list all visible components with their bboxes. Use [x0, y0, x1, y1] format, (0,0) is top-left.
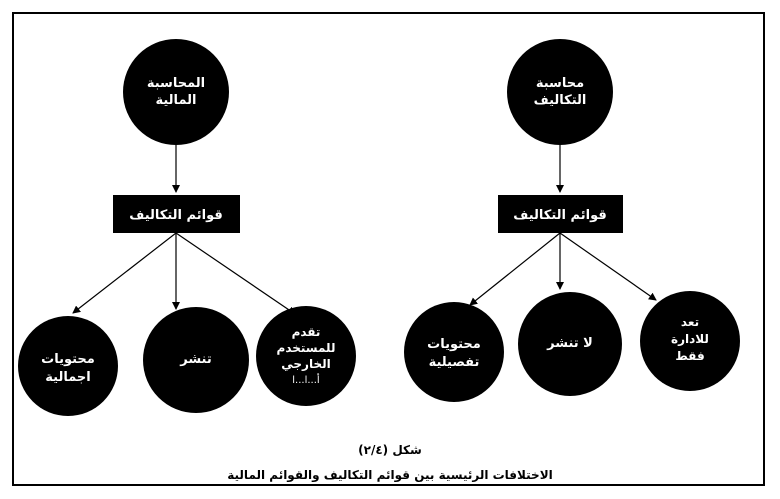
left-child-3 — [256, 306, 356, 406]
right-top-circle-line2: التكاليف — [533, 93, 587, 108]
right-child-1 — [404, 302, 504, 402]
figure-number: شكل (٢/٤) — [358, 443, 422, 457]
left-child-1-line2: اجمالية — [45, 370, 91, 385]
right-child-3-line1: تعد — [680, 315, 700, 329]
right-arrow-3 — [560, 233, 656, 300]
right-child-1-line1: محتويات — [427, 337, 481, 352]
figure-title: الاختلافات الرئيسية بين قوائم التكاليف والقوائم المالية — [227, 468, 553, 482]
right-child-2-line1: لا تنشر — [547, 336, 593, 351]
left-child-2-line1: تنشر — [180, 352, 212, 367]
left-top-circle-line2: المالية — [155, 93, 197, 108]
right-top-circle-line1: محاسبة — [535, 76, 585, 91]
left-arrow-3 — [176, 233, 295, 314]
right-child-3-line2: للادارة — [671, 332, 709, 346]
right-box-label: قوائم التكاليف — [513, 208, 607, 223]
left-child-3-line3: الخارجي — [281, 357, 331, 371]
left-child-1-line1: محتويات — [41, 352, 95, 367]
left-top-circle-line1: المحاسبة — [146, 76, 206, 91]
right-top-circle — [507, 39, 613, 145]
right-child-1-line2: تفصيلية — [428, 355, 480, 370]
right-child-3-line3: فقط — [675, 349, 705, 363]
left-child-3-note: أ...ا...ا — [292, 375, 320, 386]
left-diagram — [18, 39, 356, 416]
right-diagram — [404, 39, 740, 402]
right-arrow-1 — [470, 233, 560, 305]
left-arrow-1 — [73, 233, 176, 313]
left-box-label: قوائم التكاليف — [129, 208, 223, 223]
left-child-3-line2: للمستخدم — [276, 341, 336, 355]
left-child-3-line1: تقدم — [291, 325, 321, 339]
left-top-circle — [123, 39, 229, 145]
